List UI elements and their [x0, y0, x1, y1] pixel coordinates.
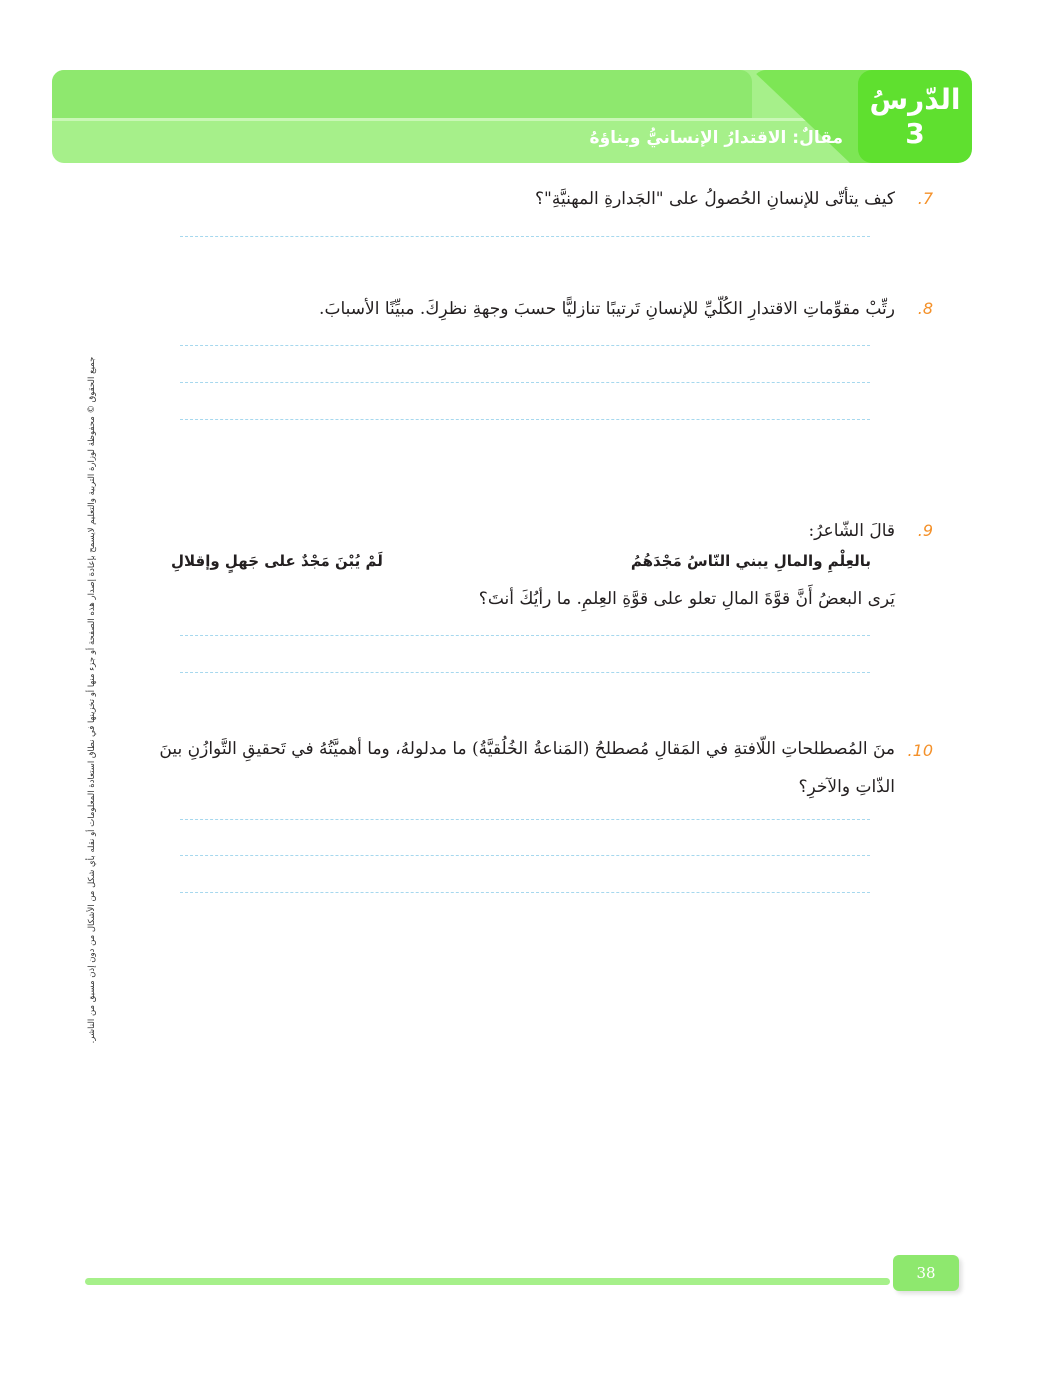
question-text: منَ المُصطلحاتِ اللّافتةِ في المَقالِ مُصطلحُ (المَناعةُ الخُلُقيَّةُ) ما مدلولهُ، وما أهميَّتُهُ في تَحقيقِ التَّوازُنِ بينَ الذّاتِ والآخرِ؟	[159, 739, 895, 797]
header-stripe	[52, 118, 882, 121]
header-banner-top	[52, 70, 752, 118]
lesson-badge	[858, 70, 972, 163]
page-title: مقالٌ: الاقتدارُ الإنسانيُّ وبناؤهُ	[589, 128, 843, 148]
answer-line[interactable]	[180, 419, 870, 420]
copyright-note: جميع الحقوق © محفوظة لوزارة التربية والتعليم لايسمح بإعادة إصدار هذه الصفحة أو جزء منها أو تخزينها في نطاق استعادة المعلومات أو نقله بأي شكل من الأشكال من دون إذن مسبق من الناشر.	[87, 356, 97, 1044]
answer-line[interactable]	[180, 892, 870, 893]
question-number: 7.	[917, 189, 933, 208]
question-number: 8.	[917, 299, 933, 318]
question-number: 10.	[907, 741, 933, 760]
footer-bar	[85, 1278, 890, 1285]
question-7	[155, 182, 933, 216]
answer-line[interactable]	[180, 236, 870, 237]
answer-line[interactable]	[180, 819, 870, 820]
question-text: رتِّبْ مقوِّماتِ الاقتدارِ الكُلّيِّ للإنسانِ تَرتيبًا تنازليًّا حسبَ وجهةِ نظرِكَ. مبيِّنًا الأسبابَ.	[319, 299, 895, 319]
question-text: يَرى البعضُ أَنَّ قوَّةَ المالِ تعلو على قوَّةِ العِلمِ. ما رأيُكَ أنتَ؟	[478, 589, 895, 609]
answer-line[interactable]	[180, 345, 870, 346]
question-number: 9.	[917, 521, 933, 540]
answer-line[interactable]	[180, 635, 870, 636]
verse-second-half: لَمْ يُبْنَ مَجْدٌ على جَهلٍ وإقلالِ	[171, 552, 383, 570]
answer-line[interactable]	[180, 855, 870, 856]
page-number: 38	[893, 1255, 959, 1291]
question-9-prompt	[155, 582, 895, 616]
lesson-number: 3	[905, 116, 925, 150]
question-9	[155, 514, 933, 548]
question-intro: قالَ الشّاعرُ:	[808, 521, 895, 541]
answer-line[interactable]	[180, 382, 870, 383]
question-8	[155, 292, 933, 326]
lesson-label: الدّرسُ	[869, 82, 961, 116]
poem-verse	[171, 552, 871, 578]
verse-first-half: بالعِلْمِ والمالِ يبني النّاسُ مَجْدَهُمُ	[630, 552, 871, 570]
question-text: كيف يتأتّى للإنسانِ الحُصولُ على "الجَدارةِ المهنيَّةِ"؟	[534, 189, 895, 209]
answer-line[interactable]	[180, 672, 870, 673]
question-10	[155, 730, 933, 806]
